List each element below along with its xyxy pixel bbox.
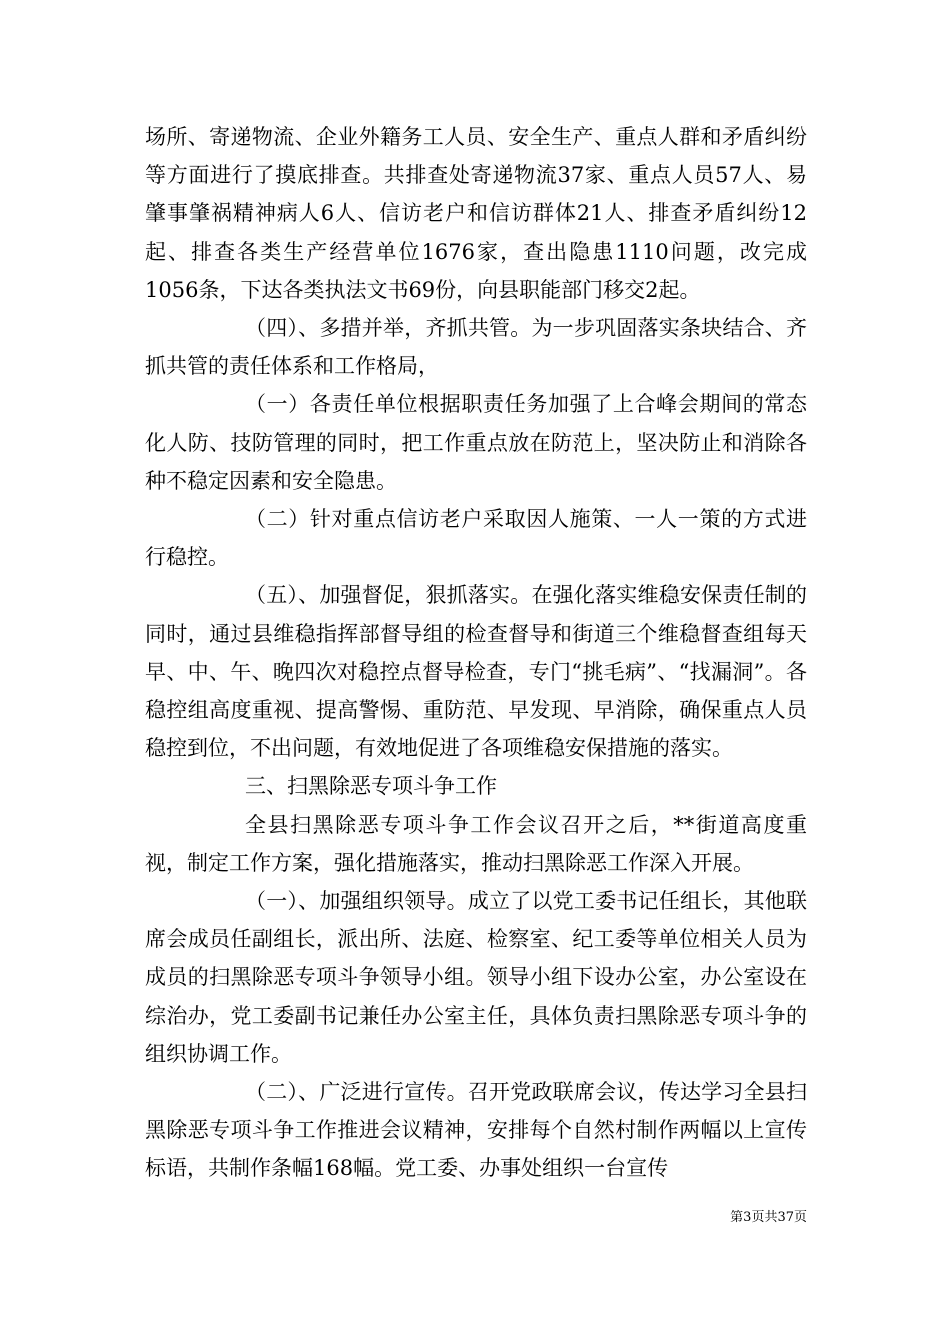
- paragraph-item-one: （一）各责任单位根据职责任务加强了上合峰会期间的常态化人防、技防管理的同时，把工作重点放在防范上，坚决防止和消除各种不稳定因素和安全隐患。: [145, 392, 807, 493]
- section-heading: 三、扫黑除恶专项斗争工作: [245, 774, 497, 799]
- paragraph-continuation: 场所、寄递物流、企业外籍务工人员、安全生产、重点人群和矛盾纠纷等方面进行了摸底排查。共排查处寄递物流37家、重点人员57人、易肇事肇祸精神病人6人、信访老户和信访群体21人、排查矛盾纠纷12起、排查各类生产经营单位1676家，查出隐患1110问题，改完成1056条，下达各类执法文书69份，向县职能部门移交2起。: [145, 125, 807, 302]
- page-number: 第3页共37页: [730, 1210, 807, 1225]
- paragraph-section-four: （四）、多措并举，齐抓共管。为一步巩固落实条块结合、齐抓共管的责任体系和工作格局，: [145, 316, 807, 379]
- document-body: [145, 118, 807, 1188]
- paragraph-intro: 全县扫黑除恶专项斗争工作会议召开之后，**街道高度重视，制定工作方案，强化措施落实，推动扫黑除恶工作深入开展。: [145, 812, 807, 875]
- paragraph-organization: （一）、加强组织领导。成立了以党工委书记任组长，其他联席会成员任副组长，派出所、法庭、检察室、纪工委等单位相关人员为成员的扫黑除恶专项斗争领导小组。领导小组下设办公室，办公室设在综治办，党工委副书记兼任办公室主任，具体负责扫黑除恶专项斗争的组织协调工作。: [145, 889, 807, 1066]
- paragraph-publicity: （二）、广泛进行宣传。召开党政联席会议，传达学习全县扫黑除恶专项斗争工作推进会议精神，安排每个自然村制作两幅以上宣传标语，共制作条幅168幅。党工委、办事处组织一台宣传: [145, 1080, 807, 1181]
- paragraph-item-two: （二）针对重点信访老户采取因人施策、一人一策的方式进行稳控。: [145, 507, 807, 570]
- paragraph-section-five: （五）、加强督促，狠抓落实。在强化落实维稳安保责任制的同时，通过县维稳指挥部督导组的检查督导和街道三个维稳督查组每天早、中、午、晚四次对稳控点督导检查，专门“挑毛病”、“找漏洞”。各稳控组高度重视、提高警惕、重防范、早发现、早消除，确保重点人员稳控到位，不出问题，有效地促进了各项维稳安保措施的落实。: [145, 583, 807, 761]
